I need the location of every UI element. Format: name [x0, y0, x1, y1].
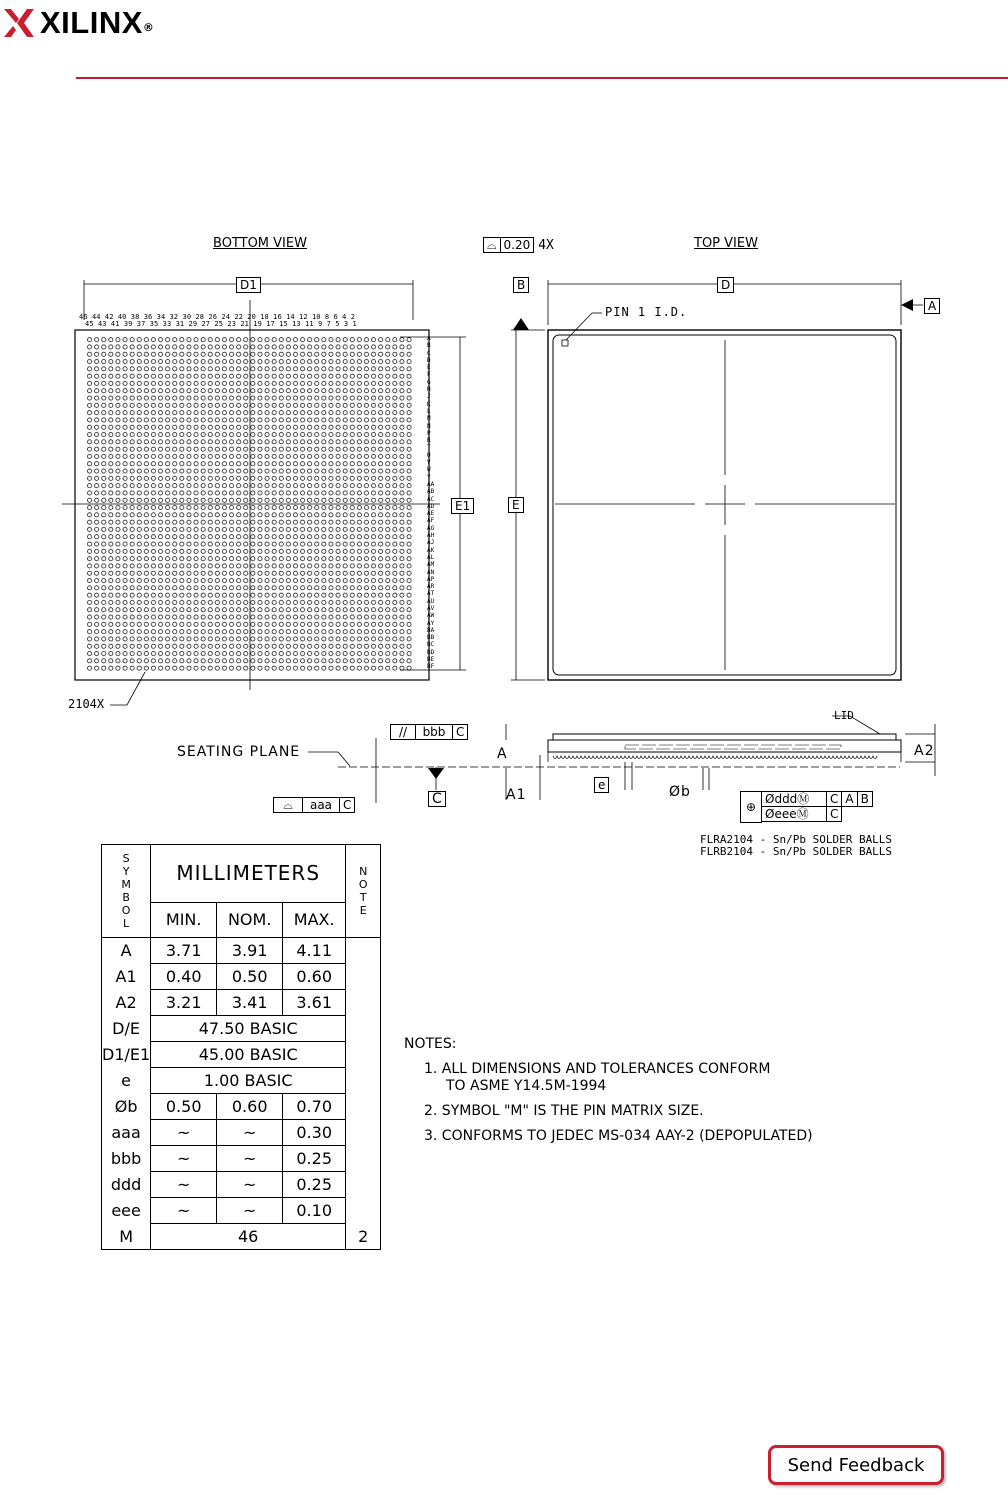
dim-row: [102, 1146, 381, 1172]
dim-a2-label: A2: [914, 743, 935, 759]
coplanarity-callout: [273, 797, 355, 813]
dim-cell-nom: 3.41: [217, 990, 283, 1016]
dim-row: [102, 1068, 381, 1094]
solder-notes: [700, 834, 892, 858]
row-letter: C: [427, 349, 431, 357]
solder-note-2: FLRB2104 - Sn/Pb SOLDER BALLS: [700, 845, 893, 858]
dim-cell-sym: A1: [102, 964, 151, 990]
row-letter: AL: [427, 553, 435, 561]
note-1b: TO ASME Y14.5M-1994: [446, 1078, 607, 1094]
dim-cell-nom: 3.91: [217, 938, 283, 964]
row-letter: F: [427, 371, 431, 379]
datum-b: B: [513, 277, 529, 293]
dim-cell-min: 0.50: [151, 1094, 217, 1120]
row-letter: L: [427, 407, 431, 415]
mm-header: MILLIMETERS: [151, 845, 346, 903]
dim-cell-max: 0.70: [283, 1094, 346, 1120]
symbol-header-text: S Y M B O L: [121, 852, 131, 930]
row-letter: B: [427, 342, 431, 350]
row-letter: BC: [427, 641, 435, 649]
dim-cell-sym: eee: [102, 1198, 151, 1224]
dim-d-label: D: [717, 277, 734, 293]
position-fcf: [740, 791, 873, 823]
aaa-tolerance: aaa: [303, 797, 340, 813]
dim-cell-sym: aaa: [102, 1120, 151, 1146]
dim-e1-label: E1: [451, 498, 474, 514]
flatness-value: 0.20: [500, 237, 535, 253]
min-header: MIN.: [151, 902, 217, 937]
dim-cell-min: ~: [151, 1198, 217, 1224]
row-letter: R: [427, 437, 431, 445]
flatness-icon: ⌓: [483, 237, 500, 253]
dim-cell-min: ~: [151, 1120, 217, 1146]
note-1a: 1. ALL DIMENSIONS AND TOLERANCES CONFORM: [424, 1061, 771, 1077]
dim-row: [102, 1120, 381, 1146]
solder-note-1: FLRA2104 - Sn/Pb SOLDER BALLS: [700, 833, 893, 846]
row-letter: AF: [427, 517, 435, 525]
seating-plane-label: SEATING PLANE: [177, 744, 301, 760]
row-letter: M: [427, 415, 431, 423]
parallel-symbol: //: [390, 724, 416, 740]
dim-cell-sym: ddd: [102, 1172, 151, 1198]
dim-row: [102, 1172, 381, 1198]
send-feedback-button[interactable]: Send Feedback: [768, 1445, 944, 1485]
row-letter: J: [427, 393, 431, 401]
dim-cell-min: 3.71: [151, 938, 217, 964]
dim-cell-max: 0.30: [283, 1120, 346, 1146]
row-letter: AC: [427, 495, 435, 503]
dim-cell-nom: ~: [217, 1146, 283, 1172]
fcf-ddd-c: C: [827, 791, 842, 807]
dim-cell-min: 0.40: [151, 964, 217, 990]
row-letter: AP: [427, 575, 435, 583]
top-view-drawing: [511, 280, 923, 680]
note-header: [346, 845, 381, 938]
flatness-count: 4X: [538, 237, 554, 253]
dim-cell-sym: bbb: [102, 1146, 151, 1172]
fcf-ddd-b: B: [858, 791, 873, 807]
row-letter: BA: [427, 626, 435, 634]
row-letter: U: [427, 451, 431, 459]
row-letter: AT: [427, 590, 435, 598]
dim-cell-sym: Øb: [102, 1094, 151, 1120]
dim-cell-min: ~: [151, 1172, 217, 1198]
note-2: 2. SYMBOL "M" IS THE PIN MATRIX SIZE.: [424, 1103, 704, 1119]
registered-mark: ®: [142, 20, 154, 34]
row-letter: AR: [427, 583, 435, 591]
row-letter: BD: [427, 648, 435, 656]
row-letter: K: [427, 400, 431, 408]
flatness-callout: [483, 237, 554, 253]
dim-cell-min: 3.21: [151, 990, 217, 1016]
dim-cell-span: 1.00 BASIC: [151, 1068, 346, 1094]
row-letter: E: [427, 364, 431, 372]
dim-cell-max: 0.25: [283, 1172, 346, 1198]
parallel-datum-c: C: [453, 724, 468, 740]
bottom-col-numbers-even: 46 44 42 40 38 36 34 32 30 28 26 24 22 20 18 16 14 12 10 8 6 4 2: [79, 313, 356, 321]
dim-row: [102, 1094, 381, 1120]
dim-cell-max: 4.11: [283, 938, 346, 964]
row-letter: AN: [427, 568, 435, 576]
row-letter: P: [427, 429, 431, 437]
dim-row: [102, 990, 381, 1016]
lid-label: LID: [834, 709, 854, 722]
row-letter: D: [427, 356, 431, 364]
dim-cell-span: 46: [151, 1224, 346, 1250]
row-letter: BF: [427, 663, 435, 671]
row-letter: N: [427, 422, 431, 430]
row-letter: W: [427, 466, 431, 474]
row-letter: AK: [427, 546, 435, 554]
bbb-tolerance: bbb: [416, 724, 453, 740]
dim-cell-sym: A2: [102, 990, 151, 1016]
dim-row: [102, 938, 381, 964]
row-letter: AE: [427, 510, 435, 518]
position-icon: ⊕: [740, 791, 762, 823]
dim-ball-diameter: Øb: [669, 784, 691, 800]
fcf-eee-c: C: [827, 807, 842, 822]
dim-cell-sym: D/E: [102, 1016, 151, 1042]
row-letter: H: [427, 386, 431, 394]
dim-a1-label: A1: [506, 787, 527, 803]
notes-block: [404, 1036, 813, 1153]
row-letter: Y: [427, 473, 431, 481]
notes-title: NOTES:: [404, 1036, 457, 1052]
note-3: 3. CONFORMS TO JEDEC MS-034 AAY-2 (DEPOPULATED): [424, 1128, 813, 1144]
dim-cell-sym: e: [102, 1068, 151, 1094]
fcf-ddd-a: A: [842, 791, 857, 807]
row-letter: V: [427, 459, 431, 467]
top-view-title: TOP VIEW: [694, 236, 758, 251]
dimension-table: [101, 844, 381, 1250]
dim-a-label: A: [497, 746, 508, 762]
max-header: MAX.: [283, 902, 346, 937]
bottom-row-letters: [427, 335, 434, 671]
fcf-eee: ØeeeⓂ: [762, 807, 827, 822]
row-letter: AJ: [427, 539, 435, 547]
symbol-header: [102, 845, 151, 938]
dim-row: [102, 1198, 381, 1224]
dim-cell-nom: ~: [217, 1198, 283, 1224]
row-letter: AU: [427, 597, 435, 605]
dim-cell-nom: ~: [217, 1172, 283, 1198]
dim-pitch-e: e: [594, 777, 609, 793]
dim-row: [102, 1016, 381, 1042]
dim-cell-nom: 0.50: [217, 964, 283, 990]
brand-name: XILINX: [40, 5, 143, 40]
dim-cell-max: 0.10: [283, 1198, 346, 1224]
dim-cell-sym: M: [102, 1224, 151, 1250]
dim-cell-span: 45.00 BASIC: [151, 1042, 346, 1068]
dim-row: [102, 1224, 381, 1250]
dim-row: [102, 1042, 381, 1068]
note-header-text: N O T E: [358, 865, 368, 917]
profile-icon: ⌓: [273, 797, 303, 813]
dim-d1-label: D1: [236, 277, 261, 293]
pin1-label: PIN 1 I.D.: [605, 305, 688, 319]
dim-cell-min: ~: [151, 1146, 217, 1172]
dim-row: [102, 964, 381, 990]
datum-c: C: [428, 791, 446, 807]
dim-e-label: E: [508, 497, 524, 513]
dim-cell-span: 47.50 BASIC: [151, 1016, 346, 1042]
coplanarity-datum-c: C: [340, 797, 355, 813]
dim-cell-nom: ~: [217, 1120, 283, 1146]
datum-a: A: [924, 298, 940, 314]
dim-cell-max: 3.61: [283, 990, 346, 1016]
row-letter: AD: [427, 502, 435, 510]
dim-cell-sym: D1/E1: [102, 1042, 151, 1068]
row-letter: AW: [427, 612, 435, 620]
dim-cell-note: 2: [346, 1224, 381, 1250]
row-letter: BE: [427, 656, 435, 664]
parallelism-callout: [390, 724, 468, 740]
row-letter: AV: [427, 604, 435, 612]
ball-count-label: 2104X: [68, 697, 105, 711]
bottom-view-drawing: [62, 280, 466, 705]
bottom-col-numbers-odd: 45 43 41 39 37 35 33 31 29 27 25 23 21 19 17 15 13 11 9 7 5 3 1: [85, 320, 357, 328]
row-letter: AM: [427, 561, 435, 569]
row-letter: T: [427, 444, 431, 452]
row-letter: BB: [427, 634, 435, 642]
nom-header: NOM.: [217, 902, 283, 937]
row-letter: AB: [427, 488, 435, 496]
row-letter: A: [427, 335, 431, 342]
row-letter: AY: [427, 619, 435, 627]
dim-cell-note: [346, 938, 381, 1224]
dim-cell-max: 0.25: [283, 1146, 346, 1172]
dim-cell-nom: 0.60: [217, 1094, 283, 1120]
row-letter: G: [427, 378, 431, 386]
dim-cell-sym: A: [102, 938, 151, 964]
row-letter: AA: [427, 480, 435, 488]
row-letter: AG: [427, 524, 435, 532]
row-letter: AH: [427, 532, 435, 540]
bottom-view-title: BOTTOM VIEW: [213, 236, 307, 251]
dim-cell-max: 0.60: [283, 964, 346, 990]
fcf-ddd: ØdddⓂ: [762, 791, 827, 807]
